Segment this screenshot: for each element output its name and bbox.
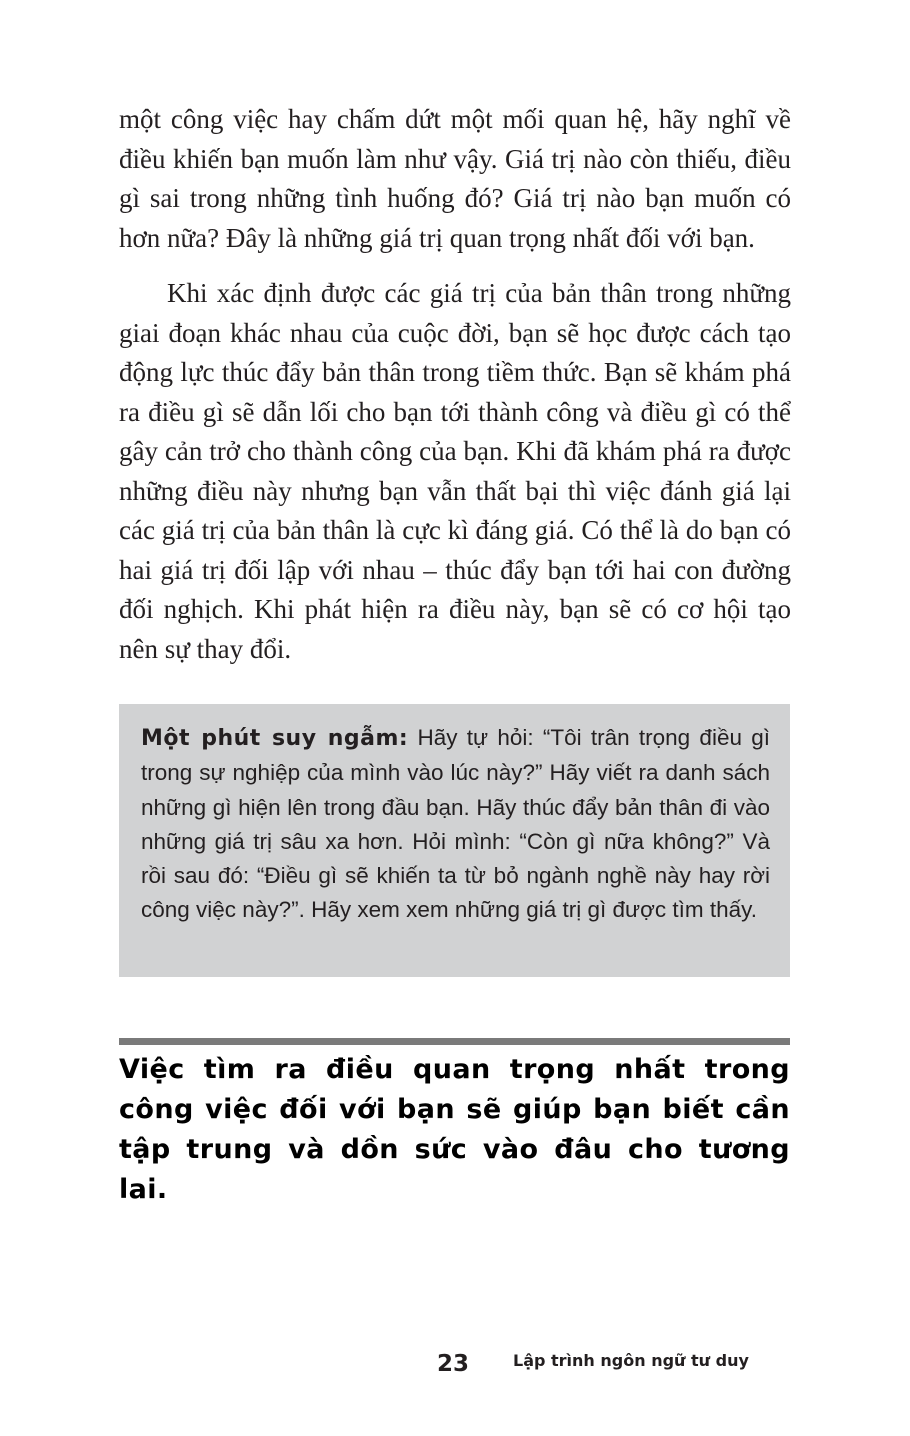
running-title-part-1: Lập trình bbox=[513, 1351, 595, 1370]
key-takeaway: Việc tìm ra điều quan trọng nhất trong công việc đối với bạn sẽ giúp bạn biết cần tập trung và dồn sức vào đâu cho tương lai. bbox=[119, 1054, 790, 1205]
section-divider bbox=[119, 1038, 790, 1045]
running-title bbox=[513, 1347, 749, 1381]
running-title-part-2: ngôn ngữ tư duy bbox=[600, 1351, 749, 1370]
callout-label: Một phút suy ngẫm: bbox=[141, 726, 409, 751]
body-paragraph-2: Khi xác định được các giá trị của bản thân trong những giai đoạn khác nhau của cuộc đời, bạn sẽ học được cách tạo động lực thúc đẩy bản thân trong tiềm thức. Bạn sẽ khám phá ra điều gì sẽ dẫn lối cho bạn tới thành công và điều gì có thể gây cản trở cho thành công của bạn. Khi đã khám phá ra được những điều này nhưng bạn vẫn thất bại thì việc đánh giá lại các giá trị của bản thân là cực kì đáng giá. Có thể là do bạn có hai giá trị đối lập với nhau – thúc đẩy bạn tới hai con đường đối nghịch. Khi phát hiện ra điều này, bạn sẽ có cơ hội tạo nên sự thay đổi. bbox=[119, 278, 791, 664]
body-paragraph-1: một công việc hay chấm dứt một mối quan hệ, hãy nghĩ về điều khiến bạn muốn làm như vậy. Giá trị nào còn thiếu, điều gì sai trong những tình huống đó? Giá trị nào bạn muốn có hơn nữa? Đây là những giá trị quan trọng nhất đối với bạn. bbox=[119, 104, 791, 253]
callout-text: Hãy tự hỏi: “Tôi trân trọng điều gì trong sự nghiệp của mình vào lúc này?” Hãy viết ra danh sách những gì hiện lên trong đầu bạn. Hãy thúc đẩy bản thân đi vào những giá trị sâu xa hơn. Hỏi mình: “Còn gì nữa không?” Và rồi sau đó: “Điều gì sẽ khiến ta từ bỏ ngành nghề này hay rời công việc này?”. Hãy xem xem những giá trị gì được tìm thấy. bbox=[141, 725, 770, 923]
page-number: 23 bbox=[437, 1351, 470, 1377]
reflection-callout-box bbox=[119, 704, 790, 977]
